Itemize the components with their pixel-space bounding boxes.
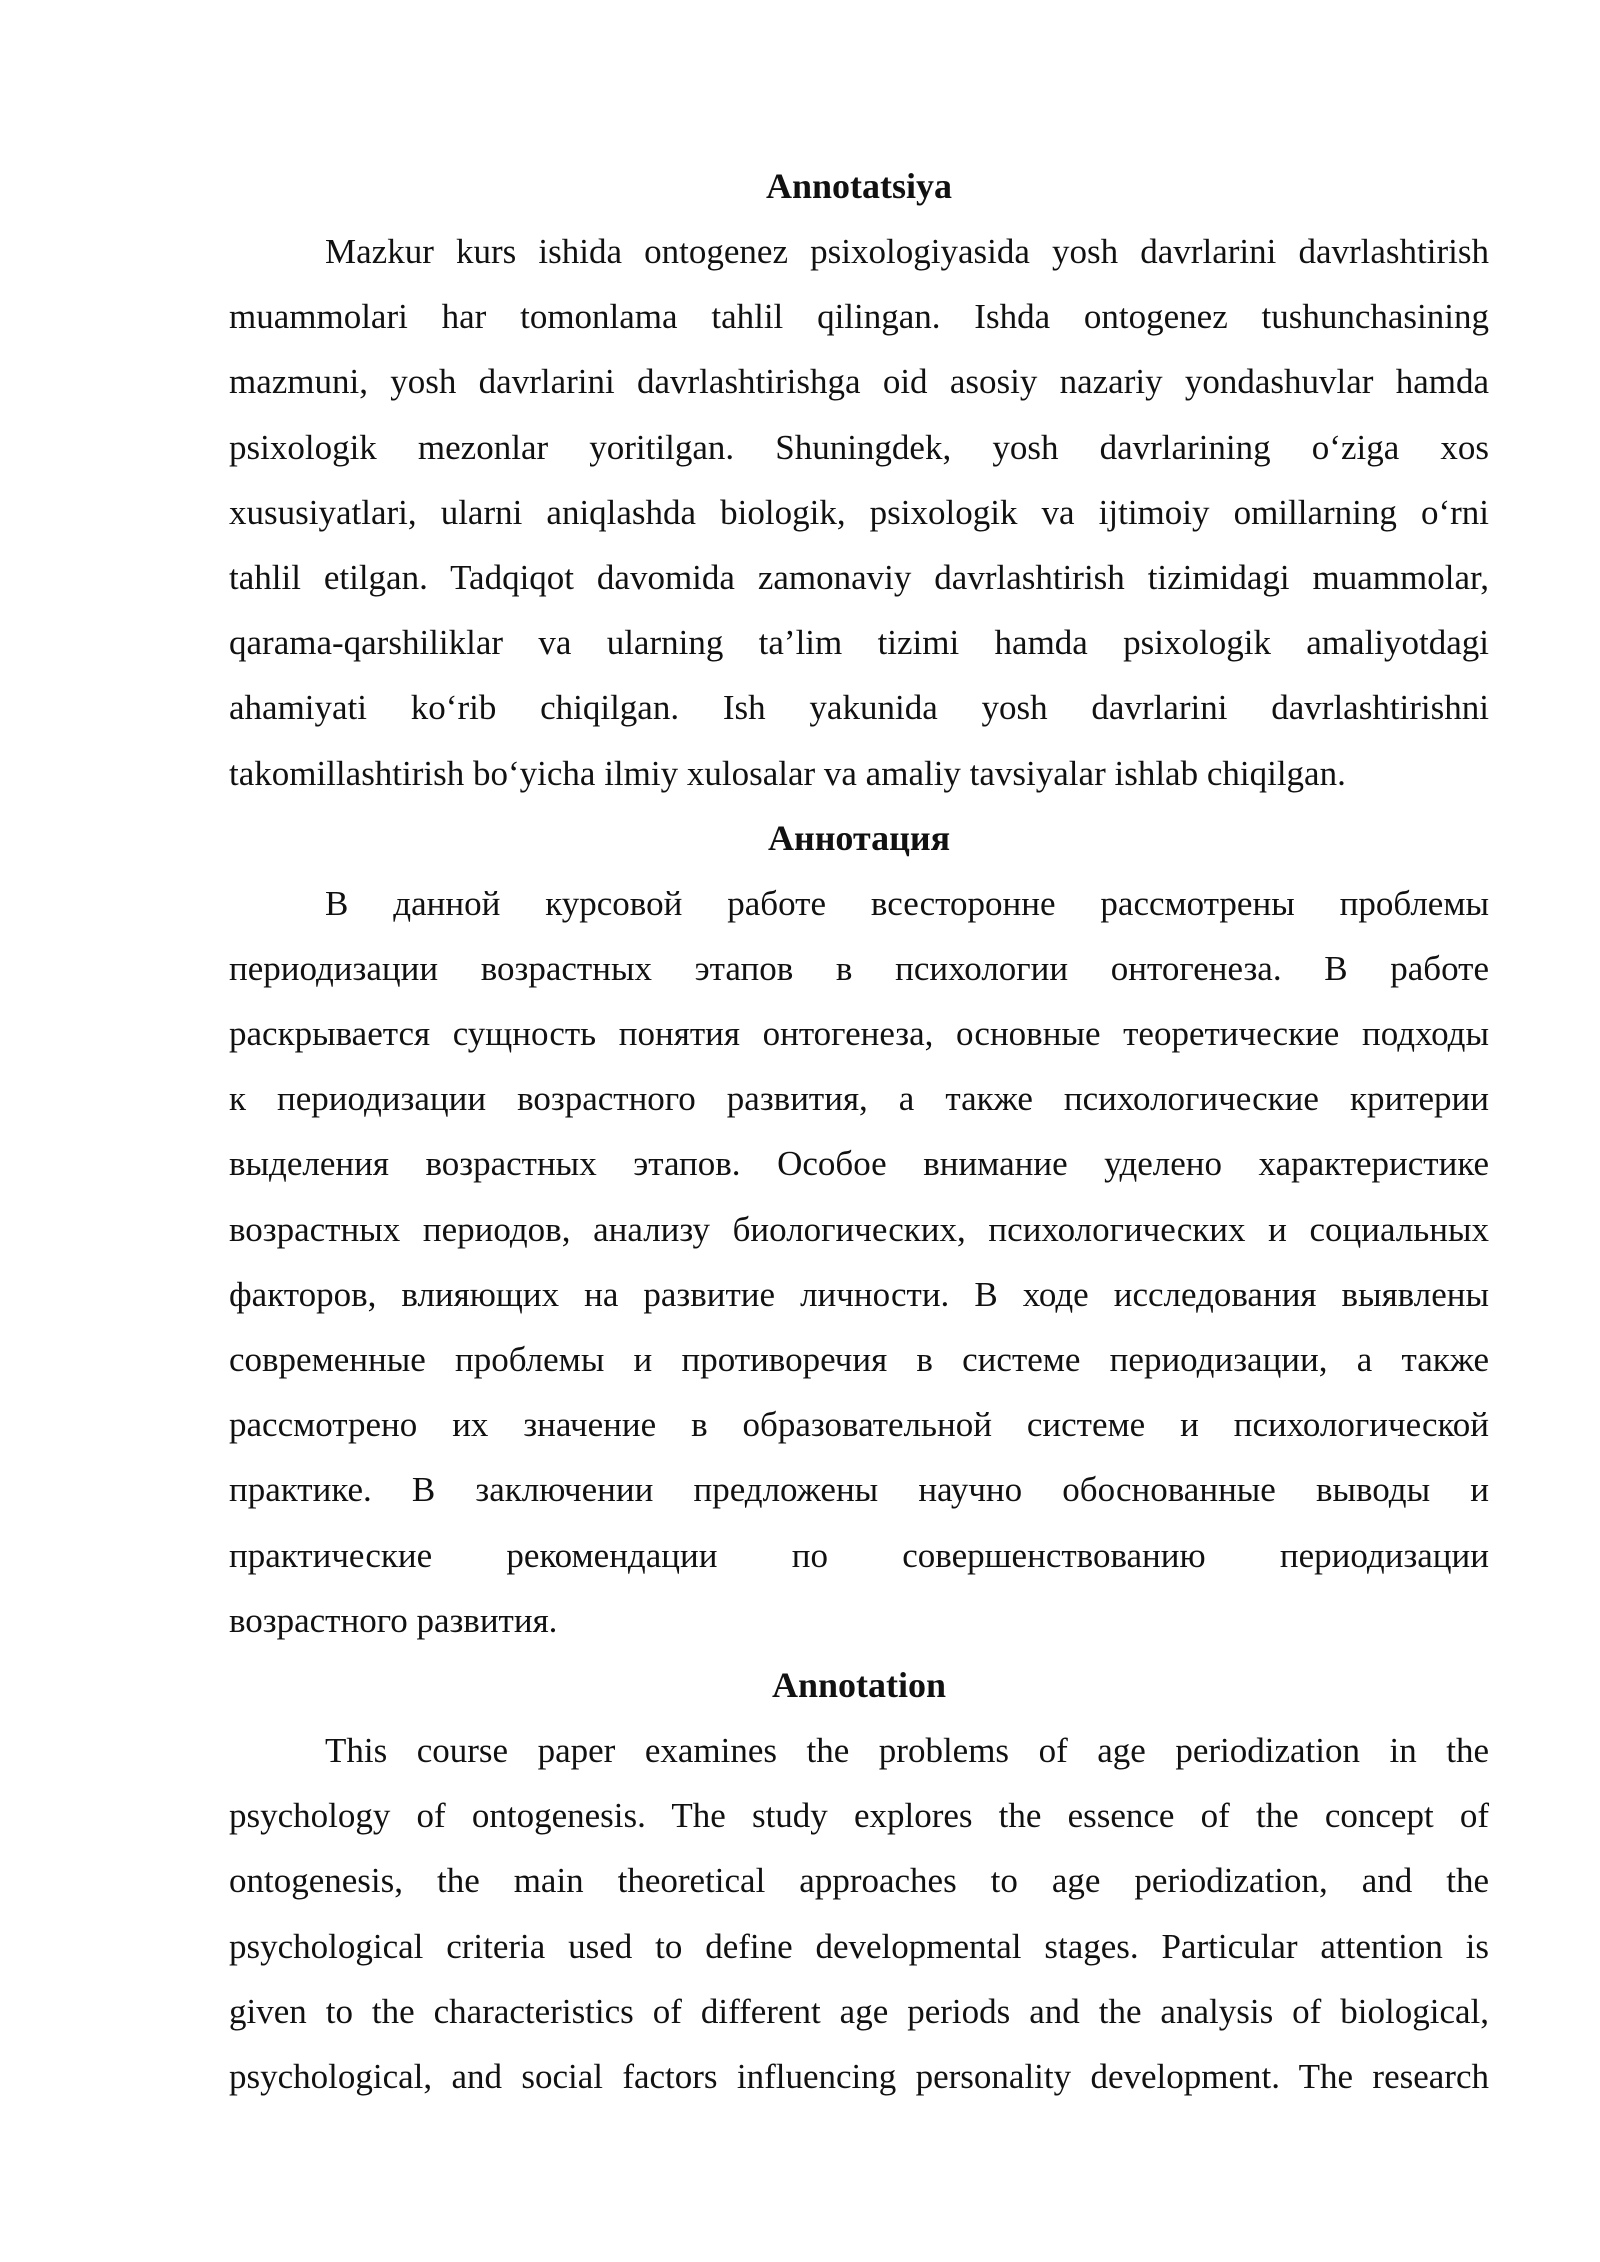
text-line: возрастных периодов, анализу биологических, психологических и социальных xyxy=(229,1209,1489,1249)
text-line: psychology of ontogenesis. The study explores the essence of the concept of xyxy=(229,1796,1489,1836)
text-line: muammolari har tomonlama tahlil qilingan. Ishda ontogenez tushunchasining xyxy=(229,297,1489,337)
text-line: qarama-qarshiliklar va ularning ta’lim tizimi hamda psixologik amaliyotdagi xyxy=(229,623,1489,663)
section-heading: Аннотация xyxy=(767,817,951,858)
text-line: практические рекомендации по совершенствованию периодизации xyxy=(229,1535,1489,1575)
text-line: периодизации возрастных этапов в психологии онтогенеза. В работе xyxy=(229,948,1489,988)
text-line: mazmuni, yosh davrlarini davrlashtirishga oid asosiy nazariy yondashuvlar hamda xyxy=(229,362,1489,402)
section-english-annotation xyxy=(229,1653,1489,2109)
text-line: современные проблемы и противоречия в системе периодизации, а также xyxy=(229,1340,1489,1379)
text-line: xususiyatlari, ularni aniqlashda biologik, psixologik va ijtimoiy omillarning o‘rni xyxy=(229,492,1489,532)
text-line: This course paper examines the problems of age periodization in the xyxy=(325,1730,1489,1770)
text-line: возрастного развития. xyxy=(229,1600,558,1640)
text-line: выделения возрастных этапов. Особое внимание уделено характеристике xyxy=(229,1144,1489,1184)
section-paragraph xyxy=(229,871,1489,1653)
text-line: В данной курсовой работе всесторонне рассмотрены проблемы xyxy=(325,883,1489,923)
text-line: раскрывается сущность понятия онтогенеза, основные теоретические подходы xyxy=(229,1014,1489,1054)
text-line: к периодизации возрастного развития, а также психологические критерии xyxy=(229,1079,1489,1119)
text-line: рассмотрено их значение в образовательной системе и психологической xyxy=(229,1405,1489,1445)
section-heading: Annotatsiya xyxy=(765,166,953,206)
text-line: psychological criteria used to define developmental stages. Particular attention is xyxy=(229,1926,1489,1966)
text-line: takomillashtirish bo‘yicha ilmiy xulosalar va amaliy tavsiyalar ishlab chiqilgan. xyxy=(229,753,1346,793)
section-uzbek-annotation xyxy=(229,154,1489,806)
text-line: ontogenesis, the main theoretical approaches to age periodization, and the xyxy=(229,1861,1489,1901)
section-heading: Annotation xyxy=(771,1664,947,1705)
text-line: ahamiyati ko‘rib chiqilgan. Ish yakunida yosh davrlarini davrlashtirishni xyxy=(229,688,1489,728)
text-line: факторов, влияющих на развитие личности. В ходе исследования выявлены xyxy=(229,1274,1489,1314)
page-content xyxy=(229,154,1489,2109)
section-paragraph xyxy=(229,219,1489,806)
text-line: практике. В заключении предложены научно обоснованные выводы и xyxy=(229,1470,1489,1510)
text-line: Mazkur kurs ishida ontogenez psixologiyasida yosh davrlarini davrlashtirish xyxy=(325,232,1489,271)
section-paragraph xyxy=(229,1718,1489,2109)
text-line: psychological, and social factors influencing personality development. The research xyxy=(229,2056,1489,2096)
section-russian-annotation xyxy=(229,806,1489,1653)
text-line: psixologik mezonlar yoritilgan. Shuningdek, yosh davrlarining o‘ziga xos xyxy=(229,427,1489,467)
text-line: tahlil etilgan. Tadqiqot davomida zamonaviy davrlashtirish tizimidagi muammolar, xyxy=(229,557,1489,597)
text-line: given to the characteristics of different age periods and the analysis of biological, xyxy=(229,1991,1489,2031)
